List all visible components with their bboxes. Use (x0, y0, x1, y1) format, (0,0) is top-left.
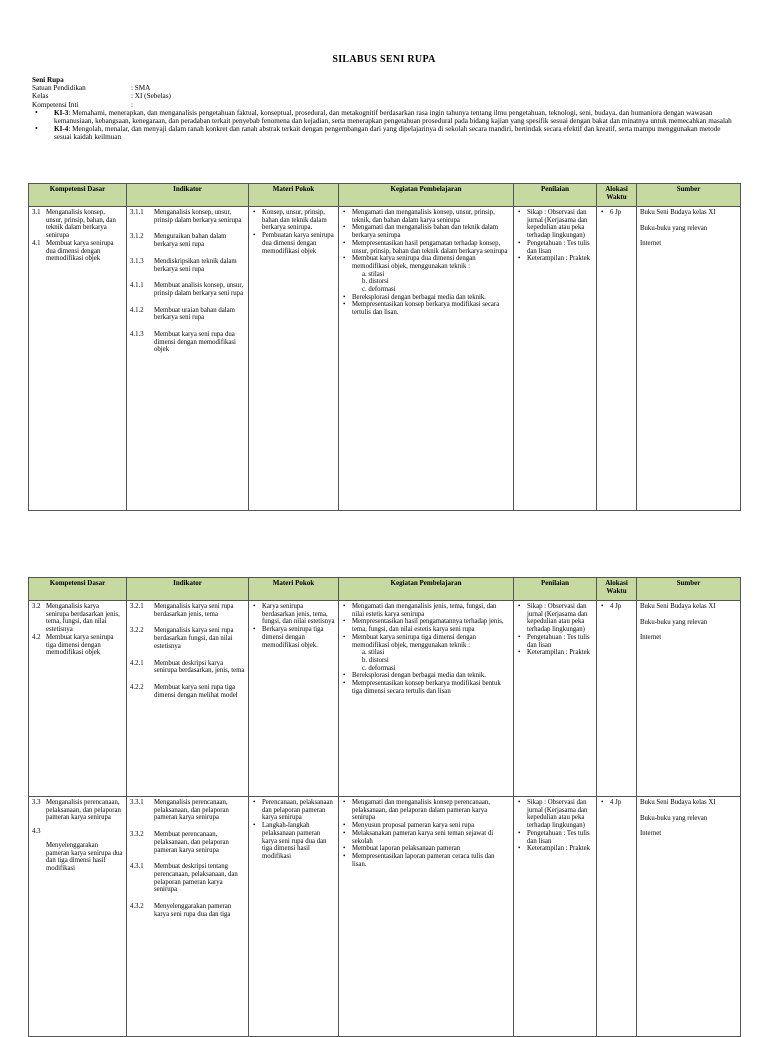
ind-text: Membuat perencanaan, pelaksanaan, dan pelaporan pameran karya senirupa (154, 831, 229, 854)
ind-number: 3.3.1 (130, 799, 144, 806)
kegiatan-cell (339, 601, 514, 797)
kd-item (32, 799, 123, 822)
sumber-item: Buku Seni Budaya kelas XI (640, 209, 716, 216)
kegiatan-item: • Bereksplorasi dengan berbagai media dan teknik. (342, 672, 510, 680)
ind-text: Membuat deskripsi tentang perencanaan, pelaksanaan, dan pelaporan pameran karya senirupa (154, 863, 238, 894)
kegiatan-cell (339, 207, 514, 511)
alokasi-cell (597, 207, 637, 511)
indikator-item (130, 209, 245, 224)
ind-number: 4.2.1 (130, 659, 144, 667)
kd-number: 3.1 (32, 209, 41, 216)
kd-number: 4.2 (32, 633, 41, 641)
kompetensi-cell (29, 601, 127, 797)
alokasi-value: • 6 Jp (600, 209, 633, 217)
ind-number: 4.1.2 (130, 306, 144, 314)
ind-text: Menguraikan bahan dalam berkarya seni rupa (154, 233, 227, 249)
indikator-item (130, 799, 245, 822)
penilaian-item: • Keterampilan : Praktek (517, 845, 593, 853)
ind-text: Membuat deskripsi karya senirupa berdasarkan, jenis, tema (154, 659, 245, 675)
ind-number: 3.2.1 (130, 603, 144, 610)
kd-item (32, 828, 123, 836)
syllabus-table-2 (28, 577, 741, 1037)
ind-number: 3.1.3 (130, 257, 144, 265)
ki-label: KI-4 (54, 125, 69, 134)
kegiatan-text: Membuat karya senirupa dua dimensi dengan memodifikasi objek, menggunakan teknik : (352, 255, 476, 270)
syllabus-table-1 (28, 183, 741, 511)
ind-number: 4.1.3 (130, 331, 144, 339)
kompetensi-cell (29, 207, 127, 511)
kd-text: Menganalisis perencanaan, pelaksanaan, dan pelaporan pameran karya senirupa (46, 799, 121, 822)
ind-text: Membuat uraian bahan dalam berkarya seni rupa (154, 306, 235, 322)
col-header-kompetensi: Kompetensi Dasar (29, 184, 127, 207)
sumber-item: Buku-buku yang relevan (640, 618, 708, 626)
teknik-item: c. deformasi (362, 286, 396, 294)
indikator-cell (127, 207, 249, 511)
ind-text: Membuat karya seni rupa tiga dimensi dengan melihat model (154, 683, 238, 699)
penilaian-cell (514, 601, 597, 797)
indikator-item (130, 627, 245, 650)
kegiatan-item: • Mengamati dan menganalisis konsep, unsur, prinsip, teknik, dan bahan dalam karya senirupa (342, 209, 510, 224)
ind-number: 3.3.2 (130, 831, 144, 839)
penilaian-cell (514, 797, 597, 1037)
alokasi-cell (597, 601, 637, 797)
table-header-row (29, 578, 741, 601)
kegiatan-item: • Mengamati dan menganalisis jenis, tema, fungsi, dan nilai estetis karya senirupa (342, 603, 510, 618)
col-header-materi: Materi Pokok (249, 578, 339, 601)
kd-text: Membuat karya senirupa dua dimensi dengan memodifikasi objek (46, 239, 114, 263)
teknik-item: b. distorsi (362, 278, 389, 286)
ind-number: 4.3.1 (130, 863, 144, 871)
ki-text: : Memahami, menerapkan, dan menganalisis pengetahuan faktual, konseptual, prosedural, dan metakognitif berdasarkan rasa ingin tahunya tentang ilmu pengetahuan, teknologi, seni, budaya, dan humaniora dengan wawasan kemanusiaan, kebangsaan, kenegaraan, dan peradaban terkait penyebab fenomena dan kejadian, serta menerapkan pengetahuan prosedural pada bidang kajian yang spesifik sesuai dengan bakat dan minatnya untuk memecahkan masalah (54, 108, 732, 126)
ki-3-item (32, 109, 736, 125)
kd-text: Membuat karya senirupa tiga dimensi dengan memodifikasi objek (46, 633, 114, 657)
ind-text: Menyelenggarakan pameran karya seni rupa dua dan tiga (154, 903, 232, 918)
kd-text: Menganalisis konsep, unsur, prinsip, bahan, dan teknik dalam berkarya senirupa (46, 209, 116, 240)
sumber-item: Internet (640, 634, 662, 642)
kd-item (32, 209, 123, 240)
col-header-kegiatan: Kegiatan Pembelajaran (339, 184, 514, 207)
ki-4-item (32, 125, 736, 141)
indikator-item (130, 331, 245, 354)
teknik-item: a. stilasi (362, 649, 385, 657)
ind-text: Menganalisis konsep, unsur, prinsip dalam berkarya senirupa (154, 209, 242, 224)
kegiatan-item: • Melaksanakan pameran karya seni teman sejawat di sekolah (342, 830, 510, 845)
indikator-item (130, 831, 245, 854)
kd-item (32, 603, 123, 634)
kd-number: 3.2 (32, 603, 41, 610)
document-header (32, 76, 736, 142)
sumber-item: Buku Seni Budaya kelas XI (640, 799, 716, 806)
penilaian-item: • Sikap : Observasi dan jurnal (Kerjasama dan kepedulian atau peka terhadap lingkungan) (517, 603, 593, 634)
materi-item: • Pembuatan karya senirupa dua dimensi dengan memodifikasi objek (252, 232, 335, 255)
kd-item (32, 634, 123, 657)
ind-number: 4.3.2 (130, 903, 144, 911)
materi-item: • Perencanaan, pelaksanaan dan pelaporan pameran karya senirupa (252, 799, 335, 822)
penilaian-item: • Pengetahuan : Tes tulis dan lisan (517, 634, 593, 649)
ki-text: : Mengolah, menalar, dan menyaji dalam ranah konkret dan ranah abstrak terkait dengan pengembangan dari yang dipelajarinya di sekolah secara mandiri, bertindak secara efektif dan kreatif, serta mampu menggunakan metode sesuai kaidah keilmuan (54, 125, 721, 142)
kegiatan-item: • Mengamati dan menganalisis bahan dan teknik dalam berkarya senirupa (342, 224, 510, 239)
penilaian-item: • Keterampilan : Praktek (517, 255, 593, 263)
indikator-item (130, 684, 245, 699)
teknik-item: c. deformasi (362, 664, 396, 672)
penilaian-item: • Pengetahuan : Tes tulis dan lisan (517, 830, 593, 845)
kegiatan-item (342, 634, 510, 673)
kegiatan-item: • Mempresentasikan hasil pengamatannya terhadap jenis, tema, fungsi, dan nilai estetis karya seni rupa (342, 618, 510, 633)
ind-text: Membuat analisis konsep, unsur, prinsip dalam berkarya seni rupa (154, 282, 244, 297)
sumber-item: Buku-buku yang relevan (640, 814, 708, 822)
sumber-item: Internet (640, 830, 662, 838)
kd-item (32, 240, 123, 263)
indikator-item (130, 258, 245, 273)
col-header-materi: Materi Pokok (249, 184, 339, 207)
kegiatan-item: • Mempresentasikan konsep berkarya modifikasi bentuk tiga dimensi secara tertulis dan lisan (342, 680, 510, 695)
meta-row (32, 84, 736, 92)
kegiatan-item (342, 255, 510, 294)
penilaian-item: • Sikap : Observasi dan jurnal (Kerjasama dan kepedulian atau peka terhadap lingkungan) (517, 209, 593, 240)
ind-text: Menganalisis karya seni rupa berdasarkan jenis, tema (154, 603, 234, 618)
indikator-item (130, 603, 245, 618)
ind-text: Menganalisis perencanaan, pelaksanaan, dan pelaporan pameran karya senirupa (154, 799, 229, 822)
meta-key: Satuan Pendidikan (32, 84, 86, 93)
kd-number: 4.3 (32, 828, 41, 836)
col-header-indikator: Indikator (127, 184, 249, 207)
sumber-cell (637, 797, 741, 1037)
col-header-penilaian: Penilaian (514, 184, 597, 207)
sumber-item: Buku-buku yang relevan (640, 224, 708, 232)
sumber-item: Internet (640, 240, 662, 248)
alokasi-value: • 4 Jp (600, 799, 633, 807)
col-header-penilaian: Penilaian (514, 578, 597, 601)
kegiatan-item: • Membuat laporan pelaksanaan pameran (342, 845, 510, 853)
ind-text: Membuat karya seni rupa dua dimensi dengan memodifikasi objek (154, 331, 236, 354)
meta-value: : (131, 100, 133, 109)
indikator-item (130, 233, 245, 248)
teknik-item: a. stilasi (362, 270, 385, 278)
table-header-row (29, 184, 741, 207)
indikator-cell (127, 601, 249, 797)
materi-cell (249, 601, 339, 797)
ind-number: 3.2.2 (130, 627, 144, 635)
indikator-cell (127, 797, 249, 1037)
meta-row (32, 101, 736, 109)
ind-number: 3.1.2 (130, 233, 144, 241)
table-row (29, 207, 741, 511)
meta-key: Kelas (32, 92, 49, 101)
meta-key: Kompetensi Inti (32, 100, 79, 109)
materi-item: • Langkah-langkah pelaksanaan pameran karya seni rupa dua dan tiga dimensi hasil modifikasi (252, 822, 335, 861)
sumber-item: Buku Seni Budaya kelas XI (640, 603, 716, 610)
indikator-item (130, 903, 245, 918)
alokasi-value: • 4 Jp (600, 603, 633, 611)
materi-cell (249, 797, 339, 1037)
penilaian-item: • Sikap : Observasi dan jurnal (Kerjasama dan kepedulian atau peka terhadap lingkungan) (517, 799, 593, 830)
kegiatan-item: • Mengamati dan menganalisis konsep perencanaan, pelaksanaan, dan pelaporan dalam pameran karya senirupa (342, 799, 510, 822)
kd-text: Menganalisis karya senirupa berdasarkan jenis, tema, fungsi, dan nilai estetisnya (46, 603, 120, 634)
materi-item: • Karya senirupa berdasarkan jenis, tema, fungsi, dan nilai estetisnya (252, 603, 335, 626)
kd-number: 3.3 (32, 799, 41, 806)
col-header-alokasi: Alokasi Waktu (597, 184, 637, 207)
ki-label: KI-3 (54, 108, 69, 117)
kompetensi-cell (29, 797, 127, 1037)
penilaian-cell (514, 207, 597, 511)
kegiatan-item: • Mempresentasikan konsep berkarya modifikasi secara tertulis dan lisan. (342, 301, 510, 316)
indikator-item (130, 660, 245, 675)
kegiatan-item: • Menyusun proposal pameran karya seni rupa (342, 822, 510, 830)
sumber-cell (637, 601, 741, 797)
meta-value: : XI (Sebelas) (131, 92, 171, 101)
page-title: SILABUS SENI RUPA (332, 54, 436, 65)
col-header-kompetensi: Kompetensi Dasar (29, 578, 127, 601)
kegiatan-item: • Mempresentasikan laporan pameran ceraca tulis dan lisan. (342, 853, 510, 868)
col-header-sumber: Sumber (637, 578, 741, 601)
col-header-sumber: Sumber (637, 184, 741, 207)
ind-text: Mendiskripsikan teknik dalam berkarya seni rupa (154, 257, 237, 273)
indikator-item (130, 307, 245, 322)
indikator-item (130, 282, 245, 297)
kegiatan-text: Membuat karya senirupa tiga dimensi dengan memodifikasi objek, menggunakan teknik : (352, 633, 477, 649)
ind-number: 4.1.1 (130, 282, 144, 290)
subject-label: Seni Rupa (32, 76, 64, 84)
col-header-alokasi: Alokasi Waktu (597, 578, 637, 601)
ind-number: 3.1.1 (130, 209, 144, 216)
teknik-item: b. distorsi (362, 656, 389, 664)
kd-number: 4.1 (32, 239, 41, 247)
indikator-item (130, 863, 245, 894)
col-header-kegiatan: Kegiatan Pembelajaran (339, 578, 514, 601)
alokasi-cell (597, 797, 637, 1037)
kegiatan-cell (339, 797, 514, 1037)
kd-text: Menyelenggarakan pameran karya senirupa dua dan tiga dimensi hasil modifikasi (46, 841, 123, 872)
ind-number: 4.2.2 (130, 683, 144, 691)
table-row (29, 797, 741, 1037)
meta-row (32, 92, 736, 100)
meta-value: : SMA (131, 84, 151, 93)
kd-item (32, 842, 123, 873)
table-row (29, 601, 741, 797)
sumber-cell (637, 207, 741, 511)
penilaian-item: • Keterampilan : Praktek (517, 649, 593, 657)
penilaian-item: • Pengetahuan : Tes tulis dan lisan (517, 240, 593, 255)
col-header-indikator: Indikator (127, 578, 249, 601)
ind-text: Menganalisis karya seni rupa berdasarkan fungsi, dan nilai estetisnya (154, 627, 234, 650)
kegiatan-item: • Mempresentasikan hasil pengamatan terhadap konsep, unsur, prinsip, bahan dan teknik dalam berkarya senirupa (342, 240, 510, 255)
materi-cell (249, 207, 339, 511)
materi-item: • Berkarya senirupa tiga dimensi dengan memodifikasi objek. (252, 626, 335, 649)
materi-item: • Konsep, unsur, prinsip, bahan dan teknik dalam berkarya senirupa. (252, 209, 335, 232)
kegiatan-item: • Bereksplorasi dengan berbagai media dan teknik. (342, 294, 510, 302)
